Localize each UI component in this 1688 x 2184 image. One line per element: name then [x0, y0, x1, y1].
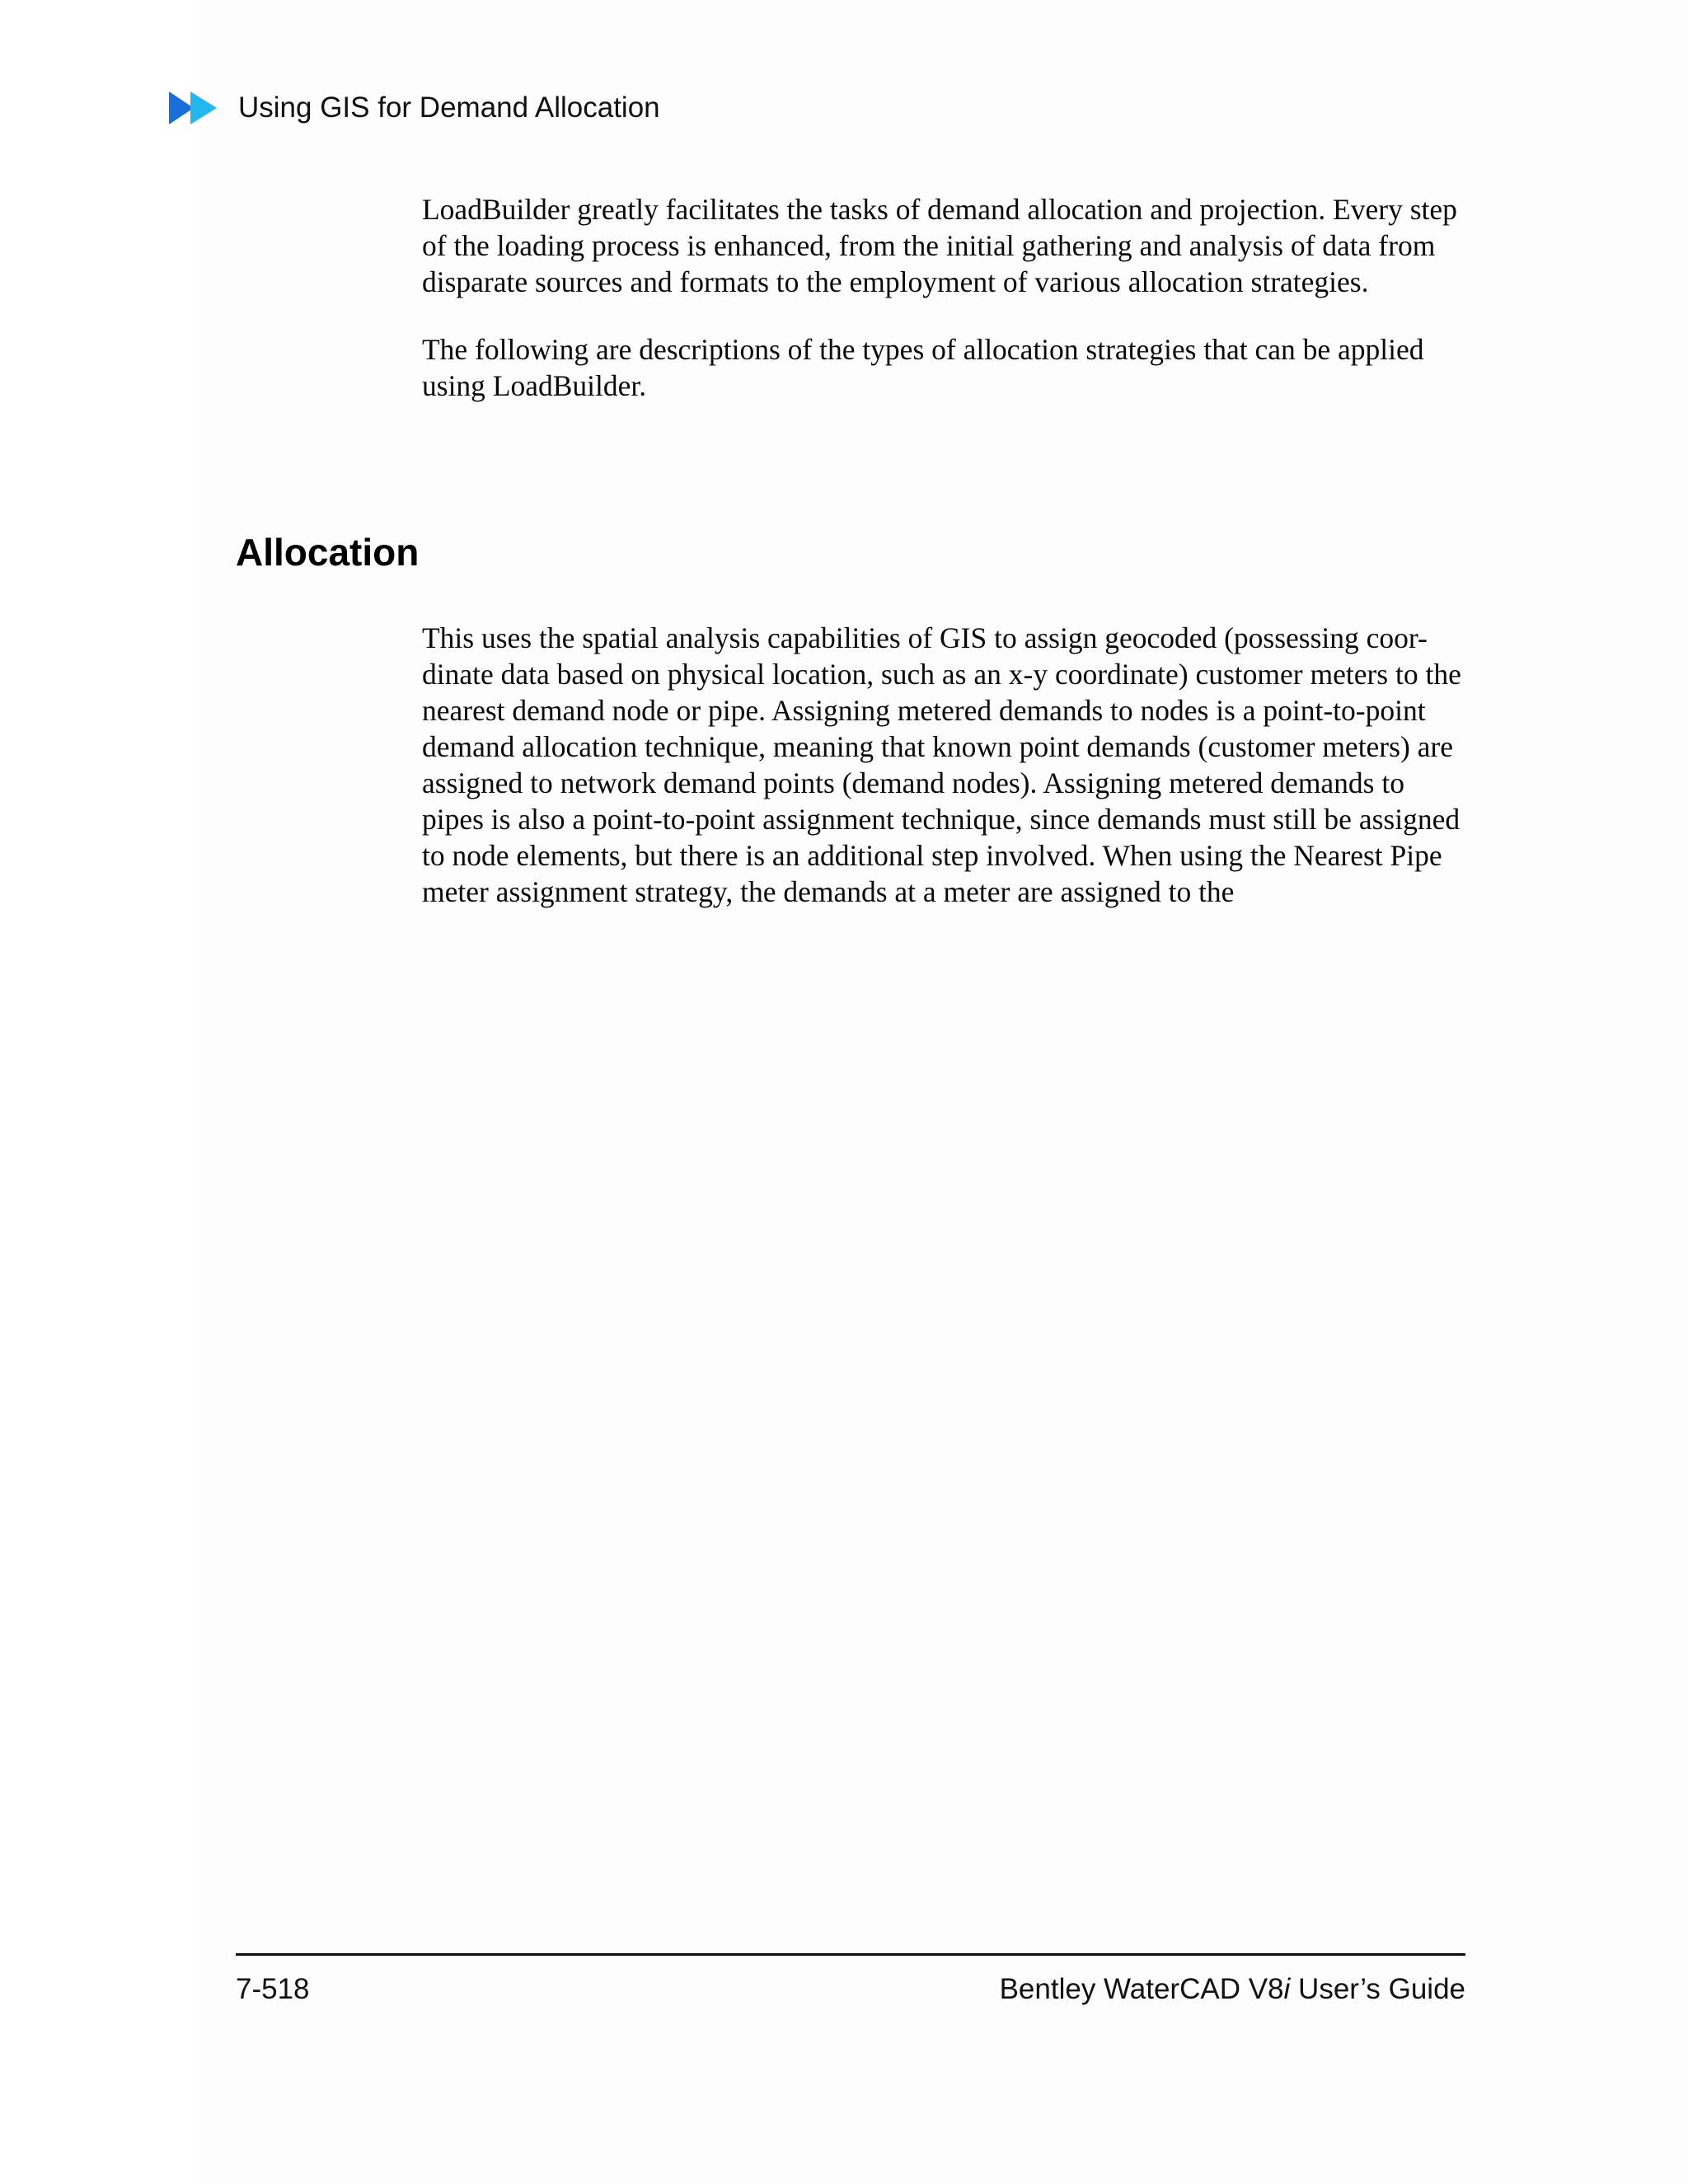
intro-paragraph-1: LoadBuilder greatly facilitates the tasks of demand allocation and projection. Every step of the loading process is enhanced, from the initial gathering and analysis of data from disparate sources and formats to the employment of various allocation strategies.: [422, 193, 1457, 298]
running-header: [169, 87, 660, 129]
page-number: 7-518: [236, 1973, 310, 2005]
header-title: Using GIS for Demand Allocation: [238, 91, 660, 124]
guide-title-italic: i: [1283, 1973, 1291, 2005]
guide-title-prefix: Bentley WaterCAD V8: [999, 1973, 1284, 2005]
guide-title: [1000, 1972, 1465, 2007]
page-background: [198, 0, 1688, 2184]
section-heading: Allocation: [236, 531, 420, 574]
guide-title-suffix: User’s Guide: [1290, 1973, 1465, 2005]
allocation-paragraph: This uses the spatial analysis capabilities of GIS to assign geocoded (possessing coor-dinate data based on physical location, such as an x-y coordinate) customer meters to the nearest demand node or pipe. Assigning metered demands to nodes is a point-to-point demand allocation technique, meaning that known point demands (customer meters) are assigned to network demand points (demand nodes). Assigning metered demands to pipes is also a point-to-point assignment technique, since demands must still be assigned to node elements, but there is an additional step involved. When using the Nearest Pipe meter assignment strategy, the demands at a meter are assigned to the: [422, 621, 1461, 908]
footer-divider: [236, 1953, 1465, 1956]
double-arrow-icon: [169, 90, 222, 126]
intro-paragraph-2: The following are descriptions of the types of allocation strategies that can be applied using LoadBuilder.: [422, 333, 1424, 402]
